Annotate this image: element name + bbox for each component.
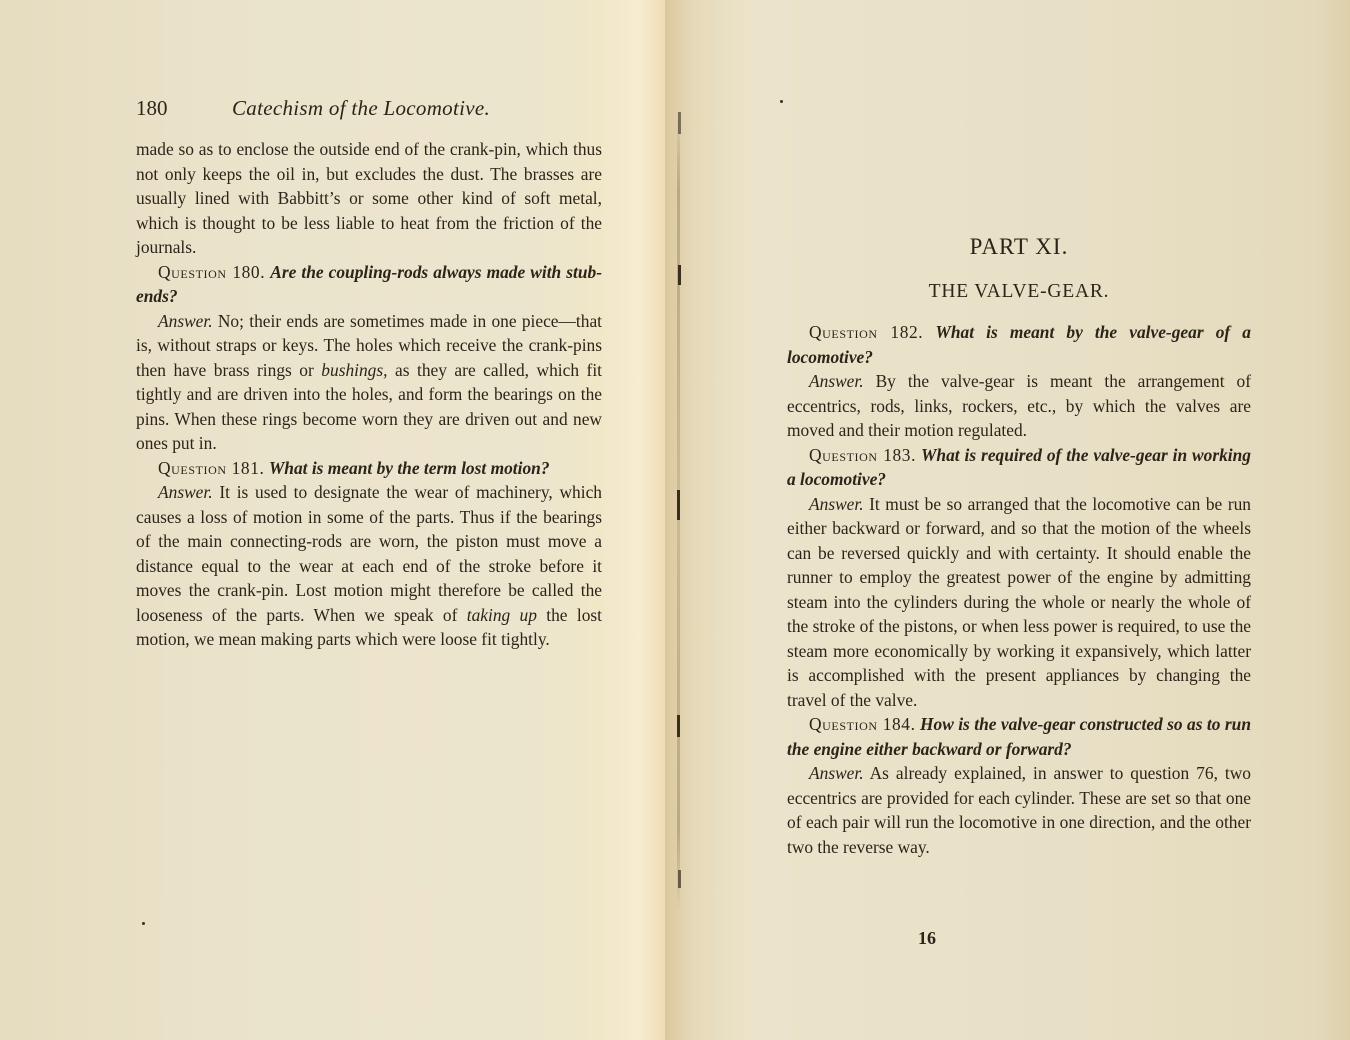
- page-number: 180: [136, 96, 168, 120]
- answer-180: [136, 309, 602, 456]
- answer-181: [136, 480, 602, 652]
- question-text: Are the coupling-rods always made with stub-ends?: [136, 261, 603, 306]
- answer-text: As already explained, in answer to question 76, two eccentrics are provided for each cylinder. These are set so that one of each pair will run the locomotive in one direction, and the other two the reverse way.: [787, 763, 1251, 857]
- question-183: [787, 443, 1251, 492]
- question-180: [136, 260, 602, 309]
- gutter-mark: [678, 870, 681, 888]
- question-text: What is required of the valve-gear in working a locomotive?: [787, 444, 1252, 489]
- answer-text: as they are called, which fit tightly and are driven into the holes, and form the bearings on the pins. When these rings become worn they are driven out and new ones put in.: [136, 359, 602, 453]
- question-text: How is the valve-gear constructed so as to run the engine either backward or forward?: [787, 714, 1251, 759]
- question-text: What is meant by the term lost motion?: [268, 457, 550, 478]
- answer-label: Answer.: [158, 482, 213, 502]
- question-184: [787, 712, 1251, 761]
- running-head: [136, 96, 606, 121]
- section-title: THE VALVE-GEAR.: [928, 281, 1110, 302]
- answer-text: the lost motion, we mean making parts which were loose fit tightly.: [136, 604, 602, 649]
- gutter-mark: [678, 112, 681, 134]
- answer-label: Answer.: [809, 493, 864, 514]
- gutter-mark: [677, 715, 680, 737]
- left-page-text: [136, 137, 602, 652]
- answer-term: bushings,: [321, 359, 388, 380]
- right-page-text: [787, 320, 1251, 859]
- question-label: Question 184.: [809, 714, 916, 734]
- question-182: [787, 320, 1251, 369]
- part-title: PART XI.: [969, 234, 1069, 259]
- answer-label: Answer.: [809, 763, 864, 783]
- continuation-paragraph: made so as to enclose the outside end of the crank-pin, which thus not only keeps the oil in, but excludes the dust. The brasses are usually lined with Babbitt’s or some other kind of soft metal, which is thought to be less liable to heat from the friction of the journals.: [136, 139, 602, 257]
- gutter-mark: [677, 490, 680, 520]
- answer-text: No; their ends are sometimes made in one piece—that is, without straps or keys. The holes which receive the crank-pins then have brass rings or: [136, 310, 602, 380]
- question-label: Question 183.: [809, 444, 917, 465]
- paper-speck: [780, 100, 783, 103]
- answer-text: It is used to designate the wear of machinery, which causes a loss of motion in some of the parts. Thus if the bearings of the main connecting-rods are worn, the piston must move a distance equal to the wear at each end of the stroke before it moves the crank-pin. Lost motion might therefore be called the looseness of the parts. When we speak of: [136, 482, 602, 625]
- paper-speck: [142, 922, 145, 925]
- running-title: Catechism of the Locomotive.: [232, 96, 491, 120]
- question-181: [136, 456, 602, 481]
- signature-mark: 16: [918, 928, 936, 948]
- question-label: Question 180.: [158, 261, 266, 282]
- answer-text: It must be so arranged that the locomotive can be run either backward or forward, and so that the motion of the wheels can be reversed quickly and with certainty. It should enable the runner to employ the greatest power of the engine by admitting steam into the cylinders during the whole or nearly the whole of the stroke of the pistons, or when less power is required, to use the steam more economically by working it expansively, which latter is accomplished with the present appliances by changing the travel of the valve.: [787, 493, 1251, 710]
- question-label: Question 182.: [809, 322, 924, 342]
- answer-text: By the valve-gear is meant the arrangement of eccentrics, rods, links, rockers, etc., by which the valves are moved and their motion regulated.: [787, 371, 1251, 440]
- answer-label: Answer.: [809, 371, 864, 391]
- answer-term: taking up: [466, 604, 537, 625]
- answer-184: [787, 761, 1251, 859]
- answer-183: [787, 492, 1251, 713]
- question-label: Question 181.: [158, 457, 265, 478]
- answer-label: Answer.: [158, 310, 213, 331]
- gutter-mark: [678, 265, 681, 285]
- question-text: What is meant by the valve-gear of a locomotive?: [787, 322, 1252, 367]
- answer-182: [787, 369, 1251, 443]
